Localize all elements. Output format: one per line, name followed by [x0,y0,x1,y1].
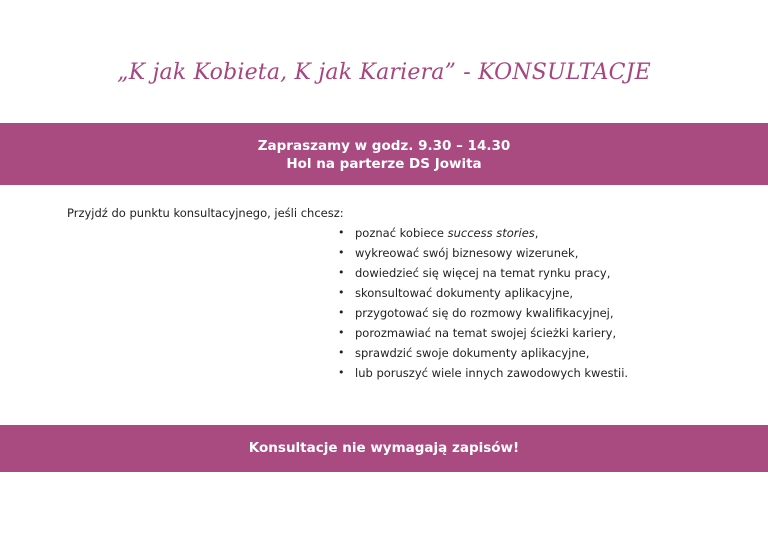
invitation-location: Hol na parterze DS Jowita [286,156,482,172]
list-item: • dowiedzieć się więcej na temat rynku pracy, [338,266,611,280]
footer-note: Konsultacje nie wymagają zapisów! [248,440,520,456]
bullet-icon: • [338,366,345,379]
list-item: • przygotować się do rozmowy kwalifikacyjnej, [338,306,614,320]
list-item: • wykreować swój biznesowy wizerunek, [338,246,579,260]
bullet-icon: • [338,326,345,339]
bullet-icon: • [338,226,345,239]
list-item: • sprawdzić swoje dokumenty aplikacyjne, [338,346,590,360]
intro-text: Przyjdź do punktu konsultacyjnego, jeśli chcesz: [67,206,344,220]
invitation-hours: Zapraszamy w godz. 9.30 – 14.30 [257,138,511,154]
list-item: • lub poruszyć wiele innych zawodowych kwestii. [338,366,629,380]
list-item: • porozmawiać na temat swojej ścieżki kariery, [338,326,617,340]
bullet-icon: • [338,346,345,359]
benefits-list [338,226,628,386]
invitation-banner [0,123,768,185]
list-item: • skonsultować dokumenty aplikacyjne, [338,286,574,300]
list-item: • poznać kobiece success stories, [338,226,539,240]
footer-banner [0,425,768,472]
bullet-icon: • [338,286,345,299]
bullet-icon: • [338,306,345,319]
bullet-icon: • [338,266,345,279]
page-title: „K jak Kobieta, K jak Kariera” - KONSULTACJE [117,60,651,85]
bullet-icon: • [338,246,345,259]
